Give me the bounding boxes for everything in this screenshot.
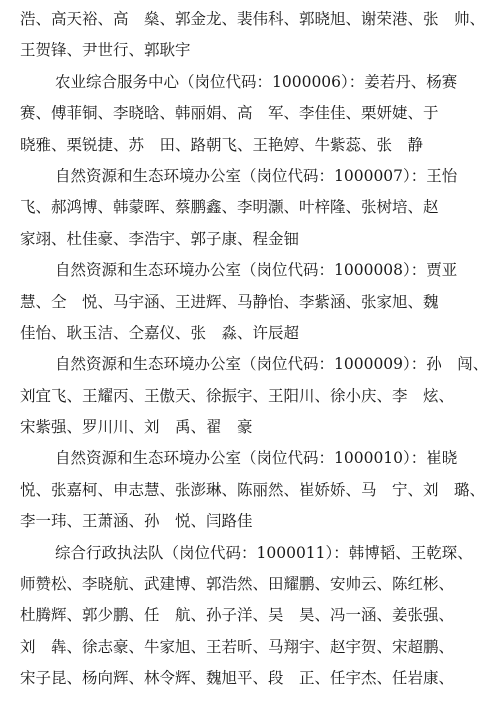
- text-line: 晓雅、栗锐捷、苏 田、路朝飞、王艳婷、牛紫蕊、张 静: [20, 135, 424, 154]
- text-line: 宋紫强、罗川川、刘 禹、翟 豪: [20, 418, 253, 437]
- section-heading-line: 自然资源和生态环境办公室（岗位代码：1000010）：崔晓: [55, 449, 458, 468]
- text-line: 悦、张嘉柯、申志慧、张澎琳、陈丽然、崔娇娇、马 宁、刘 璐、: [20, 480, 486, 499]
- section-heading-line: 自然资源和生态环境办公室（岗位代码：1000007）：王怡: [55, 166, 458, 185]
- text-line: 佳怡、耿玉洁、仝嘉仪、张 淼、许辰超: [20, 323, 300, 342]
- text-line: 赛、傅菲铜、李晓晗、韩丽娟、高 军、李佳佳、栗妍婕、于: [20, 104, 439, 123]
- text-line: 李一玮、王萧涵、孙 悦、闫路佳: [20, 512, 253, 531]
- text-line: 王贺锋、尹世行、郭耿宇: [20, 41, 191, 60]
- section-heading-line: 综合行政执法队（岗位代码：1000011）：韩博韬、王乾琛、: [55, 543, 473, 562]
- text-line: 浩、高天裕、高 燊、郭金龙、裴伟科、郭晓旭、谢荣港、张 帅、: [20, 10, 486, 28]
- text-line: 飞、郝鸿博、韩蒙晖、蔡鹏鑫、李明灏、叶梓隆、张树培、赵: [20, 198, 439, 217]
- text-line: 师赞松、李晓航、武建博、郭浩然、田耀鹏、安帅云、陈红彬、: [20, 575, 455, 594]
- section-heading-line: 农业综合服务中心（岗位代码：1000006）：姜若丹、杨赛: [55, 72, 458, 91]
- section-heading-line: 自然资源和生态环境办公室（岗位代码：1000008）：贾亚: [55, 261, 458, 280]
- text-line: 杜腾辉、郭少鹏、任 航、孙子洋、吴 昊、冯一涵、姜张强、: [20, 606, 455, 625]
- text-line: 家翊、杜佳豪、李浩宇、郭子康、程金钿: [20, 229, 300, 248]
- text-line: 刘宜飞、王耀丙、王傲天、徐振宇、王阳川、徐小庆、李 炫、: [20, 386, 455, 405]
- text-line: 慧、仝 悦、马宇涵、王进辉、马静怡、李紫涵、张家旭、魏: [20, 292, 439, 311]
- text-line: 宋子昆、杨向辉、林令辉、魏旭平、段 正、任宇杰、任岩康、: [20, 669, 455, 688]
- section-heading-line: 自然资源和生态环境办公室（岗位代码：1000009）：孙 闯、: [55, 355, 489, 374]
- document-body: [20, 4, 494, 695]
- text-line: 刘 犇、徐志豪、牛家旭、王若昕、马翔宇、赵宇贺、宋超鹏、: [20, 637, 455, 656]
